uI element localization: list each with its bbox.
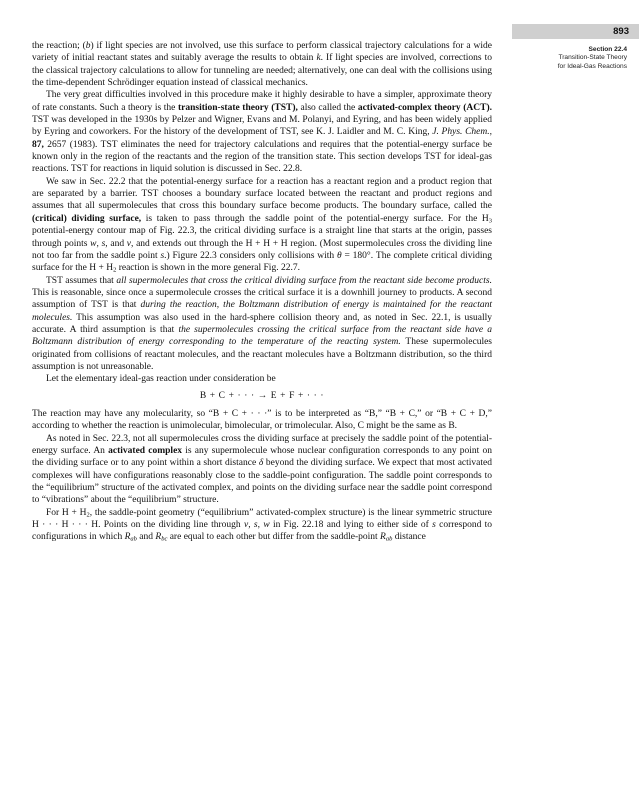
- journal-volume: 87,: [32, 139, 44, 150]
- page-number-bar: [512, 24, 639, 39]
- margin-section-note: [510, 46, 627, 71]
- section-title-line2: for Ideal-Gas Reactions: [557, 62, 627, 70]
- body-text: [32, 40, 492, 544]
- paragraph-8: For $H + H_2$, the saddle-point geometry (“equilibrium” activated-complex structure) is the linear symmetric structure H · · · H · · · H. Points on the dividing line through v, s, w in Fig. 22.18 and lying to either side of s correspond to configurations in which $R_{ab}$ and $R_{bc}$ are equal to each other but differ from the saddle-point $R_{ab}$ distance: [32, 507, 493, 543]
- paragraph-4: TST assumes that all supermolecules that cross the critical dividing surface from the reactant side become products. This is reasonable, since once a supermolecule crosses the critical surface it is a downhill journey to products. A second assumption of TST is that during the reaction, the Boltzmann distribution of energy is maintained for the reactant molecules. This assumption was also used in the hard-sphere collision theory and, as noted in Sec. 22.1, is usually accurate. A third assumption is that the supermolecules crossing the critical surface from the reactant side have a Boltzmann distribution of energy corresponding to the temperature of the reacting system. These supermolecules originated from collisions of reactant molecules, and the reactant molecules have a Boltzmann distribution, so the third assumption is not unreasonable.: [32, 275, 492, 372]
- paragraph-6: The reaction may have any molecularity, so “B + C + · · ·” is to be interpreted as “B,” “B + C,” or “B + C + D,” according to whether the reaction is unimolecular, bimolecular, or trimolecular. Also, C might be the same as B.: [32, 408, 492, 432]
- page-number: 893: [613, 26, 629, 37]
- paragraph-5: Let the elementary ideal-gas reaction under consideration be: [46, 374, 276, 385]
- paragraph-1: the reaction; (b) if light species are not involved, use this surface to perform classical trajectory calculations for a wide variety of initial reactant states and suitably average the results to obtain k. If light species are involved, corrections to the classical trajectory calculations to allow for tunneling are needed; alternatively, one can deal with the collisions using the time-dependent Schrödinger equation instead of classical mechanics.: [32, 41, 492, 89]
- section-label: Section 22.4: [588, 46, 627, 53]
- term-transition-state-theory: transition-state theory (TST),: [177, 102, 298, 113]
- section-title-line1: Transition-State Theory: [558, 54, 627, 62]
- paragraph-3: We saw in Sec. 22.2 that the potential-energy surface for a reaction has a reactant region and a product region that are separated by a barrier. TST chooses a boundary surface located between the reactant and product regions and assumes that all supermolecules that cross this boundary surface become products. The boundary surface, called the (critical) dividing surface, is taken to pass through the saddle point of the potential-energy surface. For the $H_3$ potential-energy contour map of Fig. 22.3, the critical dividing surface is a straight line that starts at the origin, passes through points w, s, and v, and extends out through the H + H + H region. (Most supermolecules cross the dividing line not too far from the saddle point s.) Figure 22.3 considers only collisions with θ = 180°. The complete critical dividing surface for the $H + H_2$ reaction is shown in the more general Fig. 22.7.: [32, 176, 493, 274]
- term-critical-dividing-surface: (critical) dividing surface,: [32, 213, 142, 224]
- term-activated-complex-theory: activated-complex theory (ACT).: [357, 102, 493, 113]
- paragraph-7: As noted in Sec. 22.3, not all supermolecules cross the dividing surface at precisely the saddle point of the potential-energy surface. An activated complex is any supermolecule whose nuclear configuration corresponds to any point on the dividing surface or to any point within a short distance δ beyond the dividing surface. We expect that most activated complexes will have configurations reasonably close to the saddle-point configuration. The saddle point corresponds to the “equilibrium” structure of the activated complex, and points on the dividing surface near the saddle point correspond to “vibrations” about the “equilibrium” structure.: [32, 433, 493, 506]
- paragraph-2: The very great difficulties involved in this procedure make it highly desirable to have a simpler, approximate theory of rate constants. Such a theory is the transition-state theory (TST), also called the activated-complex theory (ACT). TST was developed in the 1930s by Pelzer and Wigner, Evans and M. Polanyi, and Eyring, and has been widely applied by Eyring and coworkers. For the history of the development of TST, see K. J. Laidler and M. C. King, J. Phys. Chem., 87, 2657 (1983). TST eliminates the need for trajectory calculations and requires that the potential-energy surface be known only in the region of the reactants and the region of the transition state. This section develops TST for ideal-gas reactions. TST for reactions in liquid solution is discussed in Sec. 22.8.: [32, 90, 493, 175]
- term-activated-complex: activated complex: [108, 446, 183, 456]
- reaction-equation: B + C + · · · → E + F + · · ·: [199, 390, 325, 401]
- journal-name: J. Phys. Chem.,: [432, 127, 492, 138]
